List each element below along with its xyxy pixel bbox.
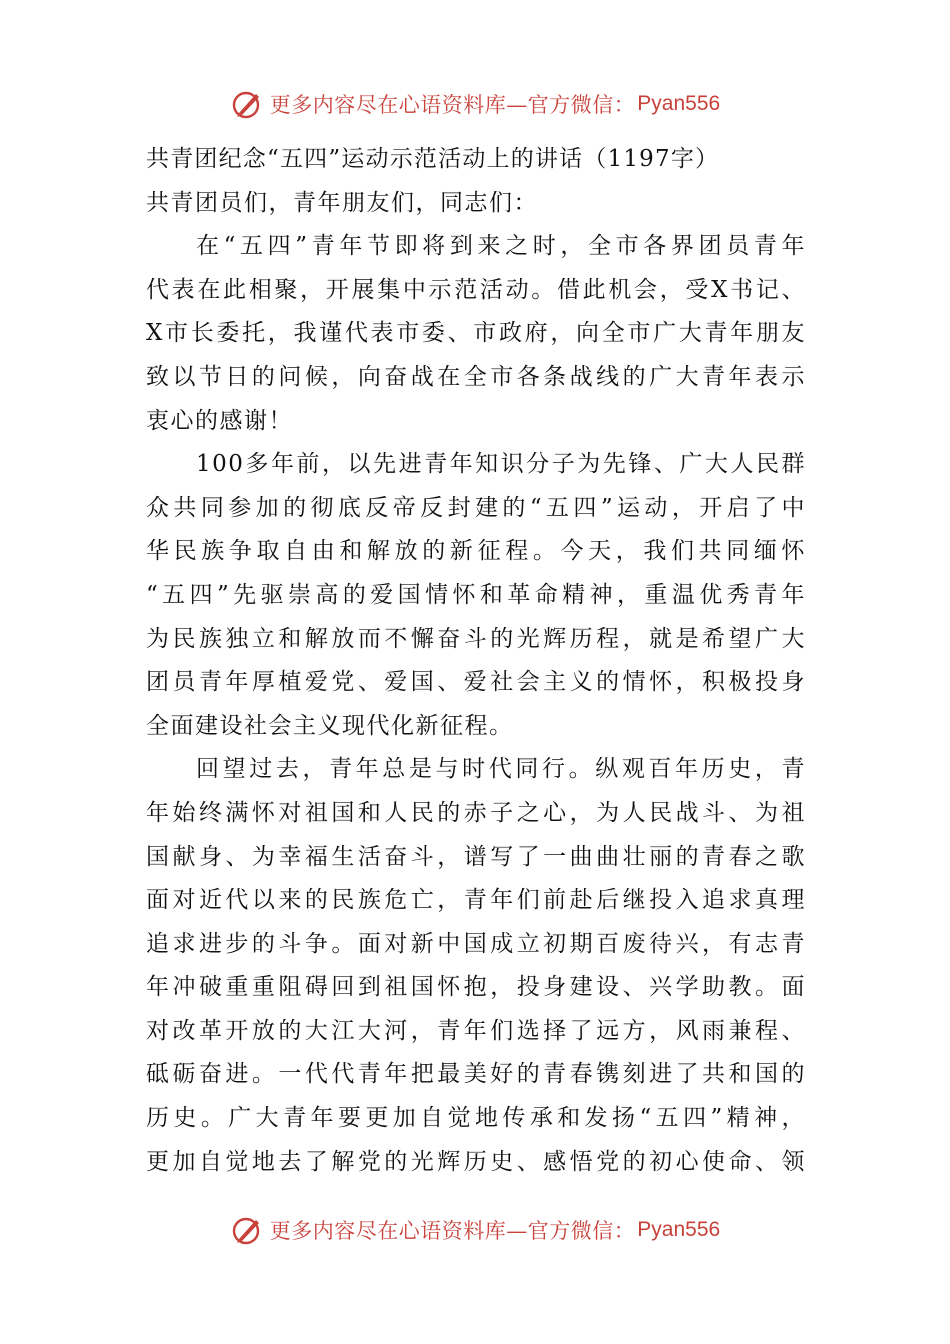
text-line: 更加自觉地去了解党的光辉历史、感悟党的初心使命、领 [146, 1148, 806, 1175]
text-line: 国献身、为幸福生活奋斗，谱写了一曲曲壮丽的青春之歌 [146, 843, 806, 870]
document-body [146, 138, 806, 1184]
text-line: 回望过去，青年总是与时代同行。纵观百年历史，青 [196, 756, 806, 783]
text-line: 代表在此相聚，开展集中示范活动。借此机会，受X书记、 [146, 276, 806, 303]
text-line: 年冲破重重阻碍回到祖国怀抱，投身建设、兴学助教。面 [146, 974, 806, 1001]
text-line: 为民族独立和解放而不懈奋斗的光辉历程，就是希望广大 [146, 625, 806, 652]
document-title: 共青团纪念“五四”运动示范活动上的讲话（1197字） [146, 146, 720, 172]
watermark-handle: Pyan556 [637, 92, 721, 115]
text-line: 追求进步的斗争。面对新中国成立初期百废待兴，有志青 [146, 930, 806, 957]
pen-in-circle-icon [230, 1213, 264, 1247]
text-line: 共青团员们，青年朋友们，同志们： [146, 189, 538, 216]
text-line: 在“五四”青年节即将到来之时，全市各界团员青年 [196, 233, 806, 260]
text-line: 华民族争取自由和解放的新征程。今天，我们共同缅怀 [146, 538, 806, 565]
text-line: 衷心的感谢！ [146, 407, 293, 434]
watermark-handle: Pyan556 [637, 1218, 721, 1241]
text-line: 历史。广大青年要更加自觉地传承和发扬“五四”精神， [146, 1105, 806, 1132]
text-line: 年始终满怀对祖国和人民的赤子之心，为人民战斗、为祖 [146, 799, 806, 826]
text-line: 全面建设社会主义现代化新征程。 [146, 712, 514, 739]
text-line: 面对近代以来的民族危亡，青年们前赴后继投入追求真理 [146, 887, 806, 914]
watermark-text: 更多内容尽在心语资料库—官方微信： [269, 93, 636, 117]
text-line: 众共同参加的彻底反帝反封建的“五四”运动，开启了中 [146, 494, 806, 521]
text-line: 团员青年厚植爱党、爱国、爱社会主义的情怀，积极投身 [146, 669, 806, 696]
text-line: “五四”先驱崇高的爱国情怀和革命精神，重温优秀青年 [146, 581, 806, 608]
footer-watermark-banner [0, 1210, 950, 1250]
text-line: 砥砺奋进。一代代青年把最美好的青春镌刻进了共和国的 [146, 1061, 806, 1088]
watermark-text: 更多内容尽在心语资料库—官方微信： [269, 1219, 636, 1243]
header-watermark-banner [0, 84, 950, 124]
text-line: 致以节日的问候，向奋战在全市各条战线的广大青年表示 [146, 363, 806, 390]
text-line: X市长委托，我谨代表市委、市政府，向全市广大青年朋友 [146, 320, 806, 347]
text-line: 对改革开放的大江大河，青年们选择了远方，风雨兼程、 [146, 1017, 806, 1044]
pen-in-circle-icon [230, 87, 264, 121]
text-line: 100多年前，以先进青年知识分子为先锋、广大人民群 [196, 451, 806, 478]
